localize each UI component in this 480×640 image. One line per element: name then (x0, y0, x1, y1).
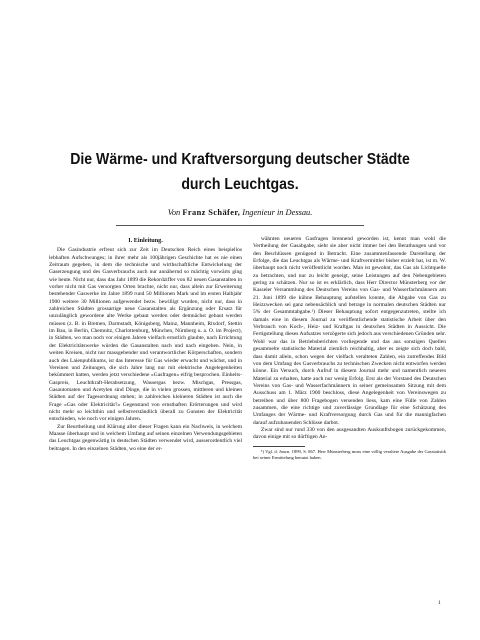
page-number: 1 (438, 600, 441, 606)
footnote: ¹) Vgl. d. Journ. 1899, S. 867. Herr Münsterberg muss eine völlig veraltete Ausgabe der Gasstatistik bei seiner Ermittelung benutzt haben. (253, 448, 446, 460)
right-column (253, 236, 446, 461)
paragraph: Zwar sind nur rund 330 von den ausgesandten Auskunftsbogen zurückgekommen, davon einige mit so dürftigen An- (253, 426, 446, 441)
paragraph: Die Gasindustrie erfreut sich zur Zeit im Deutschen Reich eines beispiellos lebhaften Aufschwunges; in ihrer mehr als 100jährigen Geschichte hat es nie einen Zeitraum gegeben, in dem die technische und wirthschaftliche Entwickelung der Gaserzeugung und des Gasverbrauchs auch nur annähernd so mächtig vorwärts ging wie heute. Nicht nur, dass das Jahr 1899 die Rekordziffer von 82 neuen Gasanstalten in vorher nicht mit Gas versorgten Orten brachte, nicht nur, dass allein zur Erweiterung bestehender Gaswerke im Jahre 1899 rund 50 Millionen Mark und im ersten Halbjahr 1900 weitere 30 Millionen aufgewendet bezw. bewilligt wurden, nicht nur, dass in zahlreichen Städten grossartige neue Gasanstalten als Ergänzung oder Ersatz für unzulänglich gewordene alte Werke gebaut werden oder demnächst gebaut werden müssen (z. B. in Bremen, Darmstadt, Königsberg, Mainz, Mannheim, Rixdorf, Stettin im Bau, in Berlin, Chemnitz, Charlottenburg, München, Nürnberg u. a. O. im Project), in Städten, wo man noch vor einigen Jahren vielfach ernstlich glaubte, nach Errichtung der Elektricitätswerke würden die Gasanstalten nach und nach eingehen. Nein, in weiten Kreisen, nicht nur massgebender und verantwortlicher Körperschaften, sondern auch des Laienpublikums, ist das Interesse für Gas wieder erwacht und wächst, und in Vereinen und Zeitungen, die sich Jahre lang nur mit elektrische Angelegenheiten bekümmert hatten, werden jetzt verschiedene »Gasfragen« eifrig besprochen. Einheits-Gaspreis, Leuchtkraft-Herabsetzung, Wassergas bezw. Mischgas, Pressgas, Gasautomaten und Acetylen sind Dinge, die in vielen grossen, mittleren und kleinen Städten auf der Tagesordnung stehen; in zahlreichen kleineren Städten ist auch die Frage »Gas oder Elektricität?« Gegenstand von ernsthaften Erörterungen und wird nicht mehr so leichthin und selbstverständlich überall zu Gunsten der Elektricität entschieden, wie noch vor einigen Jahren. (49, 247, 242, 423)
byline-prefix: Von (167, 208, 181, 217)
paragraph: wähnten neueren Gasfragen brennend geworden ist, kennt man wohl die Vertheilung der Gasabgabe, sieht sie aber nicht immer bei den Berathungen und vor den Beschlüssen genügend in Betracht. Eine zusammenfassende Darstellung der Erfolge, die das Leuchtgas als Wärme- und Kraftvermittler bisher erzielt hat, ist m. W. überhaupt noch nicht veröffentlicht worden. Man ist gewohnt, das Gas als Lichtquelle zu betrachten, und nur zu leicht geneigt, seine Leistungen auf den Nebengebieten gering zu schätzen. Nur so ist es erklärlich, dass Herr Director Münsterberg vor der Kasseler Versammlung des Deutschen Vereins von Gas- und Wasserfachmännern am 21. Juni 1899 die kühne Behauptung aufstellen konnte, die Abgabe von Gas zu Heizzwecken sei ganz nebensächlich und betrage in normalen deutschen Städten nur 5% der Gesammtabgabe.¹) Dieser Behauptung sofort entgegenzutreten, stellte ich damals eine in diesem Journal zu veröffentlichende statistische Arbeit über den Verbrauch von Koch-, Heiz- und Kraftgas in deutschen Städten in Aussicht. Die Fertigstellung dieses Aufsatzes verzögerte sich jedoch aus verschiedenen Gründen sehr. Wohl war das in Betriebsberichten vorliegende und das aus sonstigen Quellen gesammelte statistische Material ziemlich reichhaltig, aber es zeigte sich doch bald, dass damit allein, schon wegen der vielfach veralteten Zahlen, ein zutreffendes Bild von dem Umfang des Gasverbrauchs zu technischen Zwecken nicht entworfen werden könne. Ein Versuch, durch Aufruf in diesem Journal mehr und namentlich neueres Material zu erhalten, hatte auch nur wenig Erfolg. Erst als der Vorstand des Deutschen Vereins von Gas- und Wasserfachmännern in seiner gemeinsamen Sitzung mit dem Ausschuss am 1. März 1900 beschloss, diese Angelegenheit von Vereinswegen zu betreiben und über 800 Fragebogen versenden liess, kam eine Fülle von Zahlen zusammen, die eine richtige und zuverlässige Grundlage für eine Schätzung des Umfanges der Wärme- und Kraftversorgung durch Gas und für die mannigfachen darauf aufzubauenden Schlüsse darbot. (253, 236, 446, 426)
left-column (49, 236, 242, 453)
section-heading: I. Einleitung. (128, 237, 163, 244)
author-name: Franz Schäfer, (182, 208, 241, 217)
byline (0, 208, 480, 217)
title-line-2: durch Leuchtgas. (181, 176, 299, 193)
footnote-divider (253, 446, 305, 447)
title-line-1: Die Wärme- und Kraftversorgung deutscher Städte (70, 151, 410, 168)
title-divider (116, 225, 364, 226)
author-title: Ingenieur in Dessau. (242, 208, 313, 217)
article-title (29, 147, 451, 197)
paragraph: Zur Beurtheilung und Klärung aller dieser Fragen kann ein Nachweis, in welchem Maasse überhaupt und in welchem Umfang auf seinen einzelnen Verwendungsgebieten das Leuchtgas gegenwärtig in deutschen Städten verwendet wird, ausserordentlich viel beitragen. In den einzelnen Städten, wo eine der er- (49, 423, 242, 452)
